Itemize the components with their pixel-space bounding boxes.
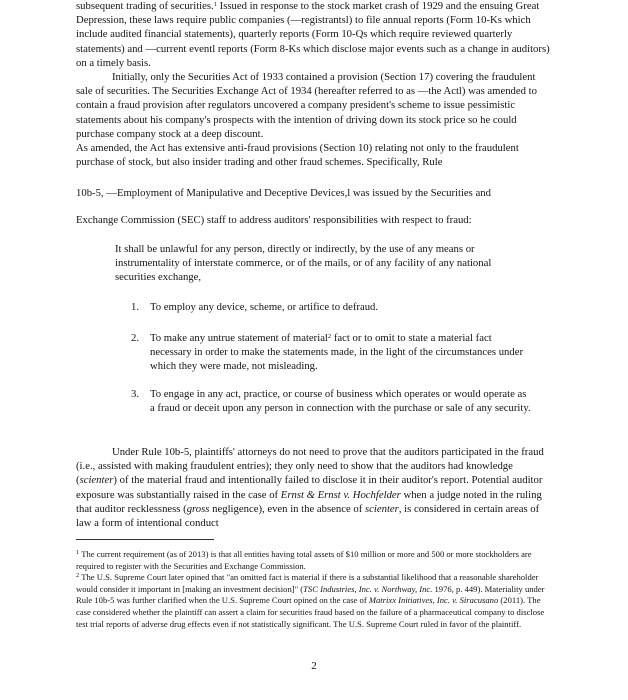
- paragraph-under-rule: Under Rule 10b-5, plaintiffs' attorneys do not need to prove that the auditors participated in the fraud (i.e., assisted with making fraudulent entries); they only need to show that the auditors had knowledge (scienter) of the material fraud and intentionally failed to disclose it in their auditor's report. Potential auditor exposure was substantially raised in the case of Ernst & Ernst v. Hochfelder when a judge noted in the ruling that auditor recklessness (gross negligence), even in the absence of scienter, is considered in certain areas of law a form of intentional conduct: [76, 446, 544, 530]
- list-item: 3. To engage in any act, practice, or course of business which operates or would operate as a fraud or deceit upon any person in connection with the purchase or sale of any security.: [131, 388, 531, 415]
- body-text-top: [76, 0, 554, 169]
- list-item: 2. To make any untrue statement of material$^2$ fact or to omit to state a material fact necessary in order to make the statements made, in the light of the circumstances under which they were made, not misleading.: [131, 332, 524, 373]
- paragraph-rule-10b5-line2: Exchange Commission (SEC) staff to address auditors' responsibilities with respect to fraud:: [76, 214, 472, 226]
- footnote-separator: [76, 539, 214, 540]
- footnote-ref-2: 2: [327, 333, 332, 340]
- footnote-ref-1: 1: [213, 1, 217, 8]
- footnote-2: $^2$ The U.S. Supreme Court later opined that "an omitted fact is material if there is a substantial likelihood that a reasonable shareholder would consider it important in [making an investment decision]" (TSC Industries, Inc. v. Northway, Inc. 1976, p. 449). Materiality under Rule 10b-5 was further clarified when the U.S. Supreme Court opined on the case of Matrixx Initiatives, Inc. v. Siracusano (2011). The case considered whether the plaintiff can assert a claim for securities fraud based on the failure of a pharmaceutical company to disclose test trial reports of adverse drug effects even if not statistically significant. The U.S. Supreme Court ruled in favor of the plaintiff.: [76, 572, 545, 629]
- footnotes: [76, 549, 554, 630]
- footnote-1: $^1$ The current requirement (as of 2013) is that all entities having total assets of $10 million or more and 500 or more stockholders are required to register with the Securities and Exchange Commission.: [76, 549, 532, 571]
- list-item: 1. To employ any device, scheme, or artifice to defraud.: [131, 301, 379, 313]
- paragraph-as-amended: As amended, the Act has extensive anti-fraud provisions (Section 10) relating not only to the fraudulent purchase of stock, but also insider trading and other fraud schemes. Specifically, Rule: [76, 142, 519, 169]
- paragraph-rule-10b5-line1: 10b-5, —Employment of Manipulative and Deceptive Devices,l was issued by the Securities and: [76, 187, 491, 199]
- paragraph-registration: subsequent trading of securities.$^1$ Issued in response to the stock market crash of 1929 and the ensuing Great Depression, these laws require public companies (—registrantsl) to file annual reports (Form 10-Ks which include audited financial statements), quarterly reports (Form 10-Qs which require reviewed quarterly statements) and —current eventl reports (Form 8-Ks which disclose major events such as a change in auditors) on a timely basis.: [76, 0, 550, 69]
- page-number: 2: [311, 660, 317, 672]
- paragraph-initially: Initially, only the Securities Act of 1933 contained a provision (Section 17) covering the fraudulent sale of securities. The Securities Exchange Act of 1934 (hereafter referred to as —the Actl) was amended to contain a fraud provision after regulators uncovered a company president's scheme to issue pessimistic statements about his company's prospects with the intention of driving down its stock price so he could purchase company stock at a deep discount.: [76, 71, 537, 140]
- block-quote: It shall be unlawful for any person, directly or indirectly, by the use of any means or instrumentality of interstate commerce, or of the mails, or of any facility of any national securities exchange,: [115, 243, 492, 284]
